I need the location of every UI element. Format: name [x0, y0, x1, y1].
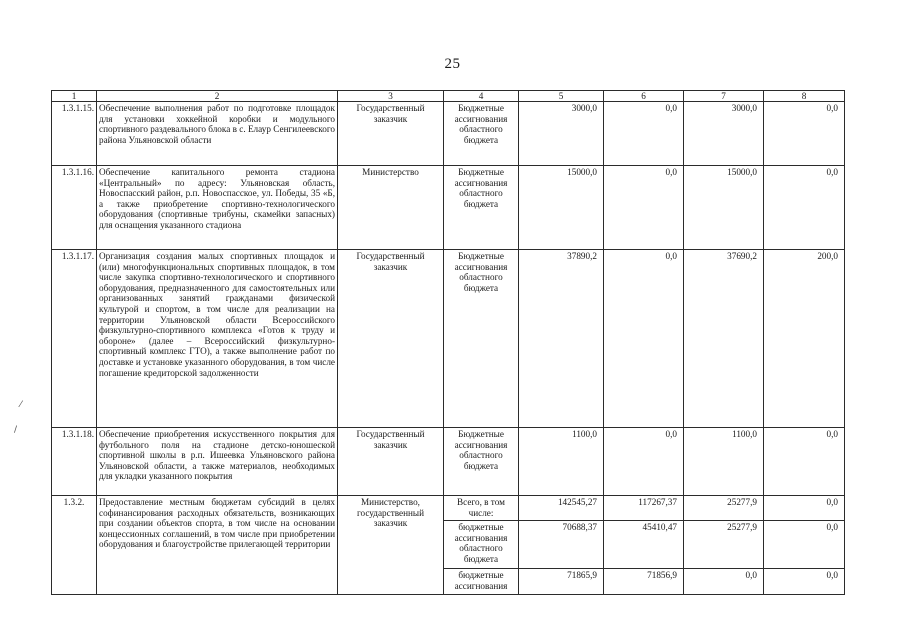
scan-mark: / — [14, 425, 18, 435]
value-total: 1100,0 — [519, 428, 604, 496]
funding-source: Всего, в том числе: — [444, 496, 519, 521]
row-number: 1.3.1.15. — [52, 102, 97, 166]
value-year-2: 37690,2 — [684, 250, 764, 428]
header-cell-2: 2 — [97, 91, 338, 102]
customer: Государственный заказчик — [338, 250, 444, 428]
value-year-2: 15000,0 — [684, 166, 764, 250]
value-total: 142545,27 — [519, 496, 604, 521]
value-year-3: 200,0 — [764, 250, 845, 428]
value-year-1: 0,0 — [604, 102, 684, 166]
page-number: 25 — [444, 56, 461, 72]
table-row — [52, 428, 845, 496]
table-row — [52, 102, 845, 166]
row-number: 1.3.1.18. — [52, 428, 97, 496]
row-number: 1.3.2. — [52, 496, 97, 595]
funding-source: Бюджетные ассигнования областного бюджета — [444, 250, 519, 428]
header-cell-8: 8 — [764, 91, 845, 102]
value-total: 37890,2 — [519, 250, 604, 428]
customer: Государственный заказчик — [338, 102, 444, 166]
value-year-1: 71856,9 — [604, 569, 684, 595]
funding-source: бюджетные ассигнования областного бюджета — [444, 521, 519, 569]
header-cell-7: 7 — [684, 91, 764, 102]
activity-name: Обеспечение выполнения работ по подготовке площадок для установки хоккейной коробки и модульного спортивного раздевального блока в с. Елаур Сенгилеевского района Ульяновской области — [97, 102, 338, 166]
header-cell-3: 3 — [338, 91, 444, 102]
value-year-3: 0,0 — [764, 569, 845, 595]
value-year-1: 45410,47 — [604, 521, 684, 569]
header-cell-4: 4 — [444, 91, 519, 102]
value-total: 70688,37 — [519, 521, 604, 569]
activity-name: Организация создания малых спортивных площадок и (или) многофункциональных спортивных площадок, в том числе закупка спортивно-технологического и спортивного оборудования, предназначенного для самостоятельных или организованных занятий гражданами физической культурой и спортом, в том числе для реализации на территории Ульяновской области Всероссийского физкультурно-спортивного комплекса «Готов к труду и обороне» (далее – Всероссийский физкультурно-спортивный комплекс ГТО), а также выполнение работ по доставке и установке указанного оборудования, в том числе погашение кредиторской задолженности — [97, 250, 338, 428]
value-year-3: 0,0 — [764, 166, 845, 250]
row-number: 1.3.1.17. — [52, 250, 97, 428]
value-year-2: 25277,9 — [684, 496, 764, 521]
funding-source: Бюджетные ассигнования областного бюджета — [444, 428, 519, 496]
value-year-2: 3000,0 — [684, 102, 764, 166]
value-year-1: 0,0 — [604, 250, 684, 428]
value-year-1: 117267,37 — [604, 496, 684, 521]
value-year-1: 0,0 — [604, 428, 684, 496]
row-number: 1.3.1.16. — [52, 166, 97, 250]
value-year-2: 0,0 — [684, 569, 764, 595]
customer: Министерство — [338, 166, 444, 250]
table-row — [52, 496, 845, 521]
header-cell-5: 5 — [519, 91, 604, 102]
budget-table — [51, 90, 845, 595]
scan-mark: ⁄ — [20, 400, 22, 410]
table-row — [52, 166, 845, 250]
activity-name: Обеспечение капитального ремонта стадиона «Центральный» по адресу: Ульяновская область, Новоспасский район, р.п. Новоспасское, ул. Победы, 35 «Б, а также приобретение спортивно-технологического оборудования (спортивные трибуны, скамейки запасных) для оснащения указанного стадиона — [97, 166, 338, 250]
header-cell-1: 1 — [52, 91, 97, 102]
customer: Министерство, государственный заказчик — [338, 496, 444, 595]
value-total: 15000,0 — [519, 166, 604, 250]
header-cell-6: 6 — [604, 91, 684, 102]
activity-name: Предоставление местным бюджетам субсидий в целях софинансирования расходных обязательств, возникающих при создании объектов спорта, в том числе на основании концессионных соглашений, в том числе при приобретении оборудования и благоустройстве прилегающей территории — [97, 496, 338, 595]
header-row — [52, 91, 845, 102]
value-year-3: 0,0 — [764, 102, 845, 166]
activity-name: Обеспечение приобретения искусственного покрытия для футбольного поля на стадионе детско-юношеской спортивной школы в р.п. Ишеевка Ульяновского района Ульяновской области, а также материалов, необходимых для укладки указанного покрытия — [97, 428, 338, 496]
value-year-3: 0,0 — [764, 428, 845, 496]
funding-source: Бюджетные ассигнования областного бюджета — [444, 166, 519, 250]
value-year-1: 0,0 — [604, 166, 684, 250]
funding-source: Бюджетные ассигнования областного бюджета — [444, 102, 519, 166]
value-year-3: 0,0 — [764, 496, 845, 521]
value-year-2: 25277,9 — [684, 521, 764, 569]
value-year-2: 1100,0 — [684, 428, 764, 496]
customer: Государственный заказчик — [338, 428, 444, 496]
value-total: 71865,9 — [519, 569, 604, 595]
funding-source: бюджетные ассигнования — [444, 569, 519, 595]
table-row — [52, 250, 845, 428]
value-year-3: 0,0 — [764, 521, 845, 569]
value-total: 3000,0 — [519, 102, 604, 166]
